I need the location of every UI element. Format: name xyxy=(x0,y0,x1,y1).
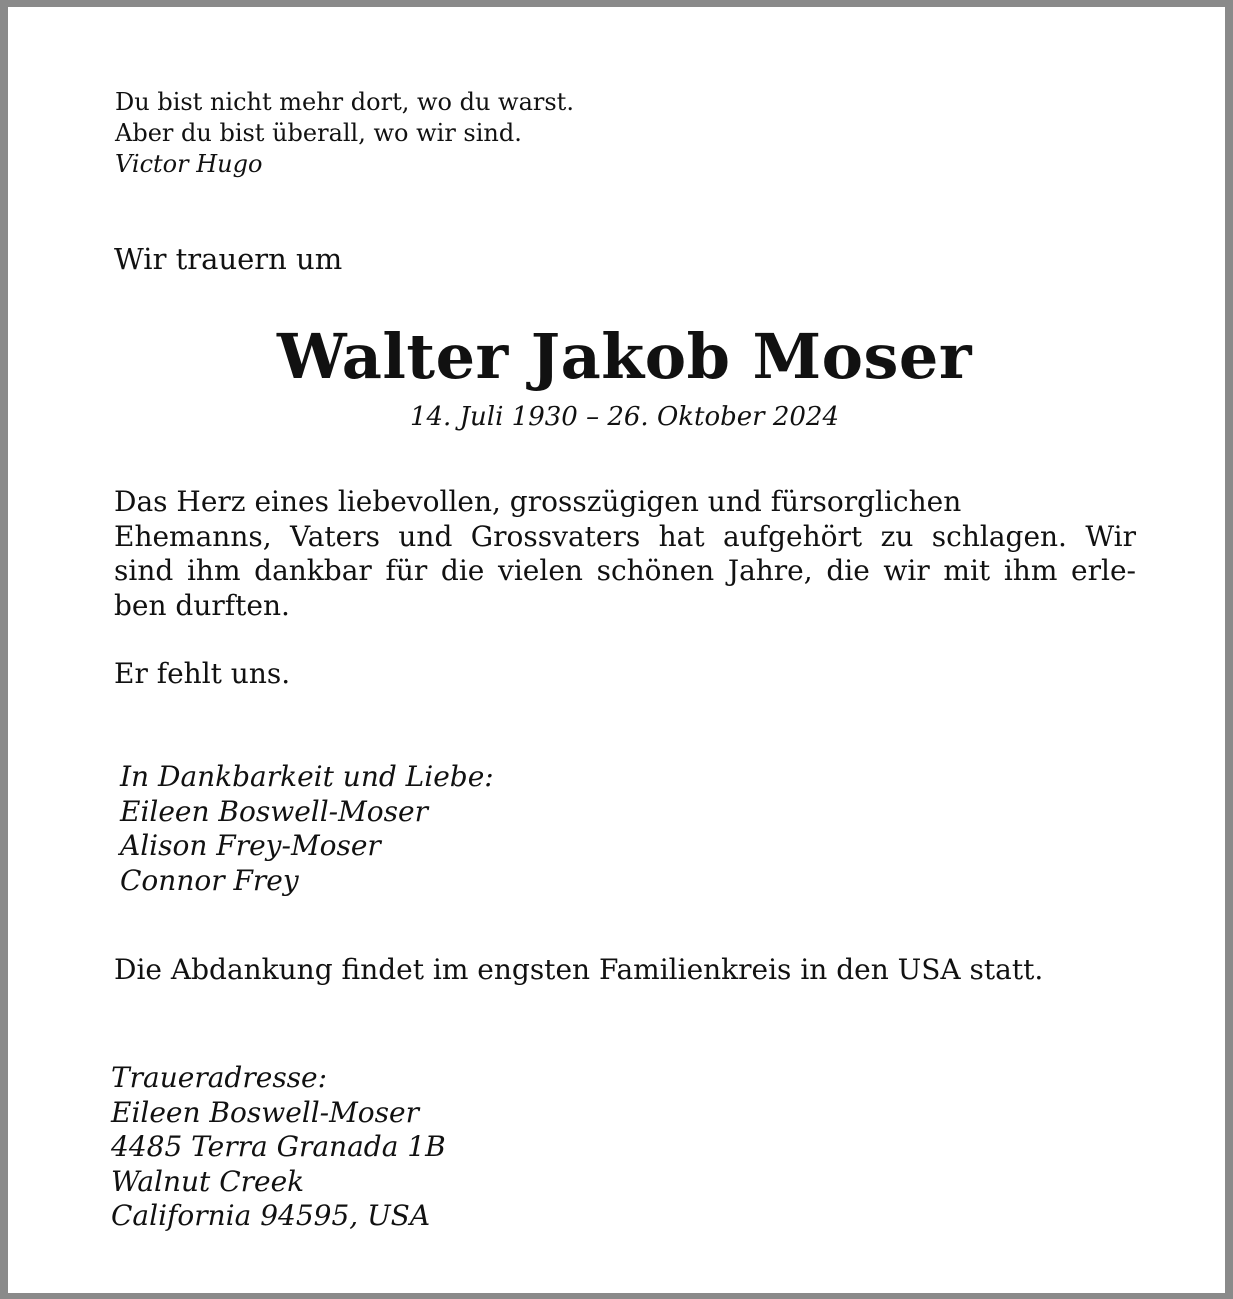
quote-author: Victor Hugo xyxy=(115,150,263,178)
tribute-line: ben durften. xyxy=(114,588,290,622)
family-member: Alison Frey-Moser xyxy=(120,829,381,862)
tribute-line: Das Herz eines liebevollen, grosszügigen und fürsorglichen xyxy=(114,485,962,518)
address-name: Eileen Boswell-Moser xyxy=(111,1095,419,1129)
tribute-line: sind ihm dankbar für die vielen schönen Jahre, die wir mit ihm erle- xyxy=(114,554,1136,587)
missing-statement: Er fehlt uns. xyxy=(114,657,291,690)
mourning-intro: Wir trauern um xyxy=(114,242,343,276)
address-region: California 94595, USA xyxy=(111,1199,431,1232)
tribute-paragraph xyxy=(114,485,1136,623)
quote-line: Du bist nicht mehr dort, wo du warst. xyxy=(115,88,574,116)
epigraph-quote xyxy=(115,87,574,180)
ceremony-notice: Die Abdankung findet im engsten Familienkreis in den USA statt. xyxy=(114,953,1044,986)
family-signatures xyxy=(120,760,494,898)
address-heading: Traueradresse: xyxy=(111,1061,328,1094)
family-member: Connor Frey xyxy=(120,863,299,897)
life-dates: 14. Juli 1930 – 26. Oktober 2024 xyxy=(409,402,840,432)
deceased-name: Walter Jakob Moser xyxy=(276,320,973,393)
family-member: Eileen Boswell-Moser xyxy=(120,794,428,828)
address-city: Walnut Creek xyxy=(111,1164,305,1198)
tribute-line: Ehemanns, Vaters und Grossvaters hat aufgehört zu schlagen. Wir xyxy=(114,519,1136,553)
family-heading: In Dankbarkeit und Liebe: xyxy=(120,760,494,793)
address-street: 4485 Terra Granada 1B xyxy=(111,1130,446,1163)
mourning-address xyxy=(111,1061,446,1234)
quote-line: Aber du bist überall, wo wir sind. xyxy=(115,119,522,147)
